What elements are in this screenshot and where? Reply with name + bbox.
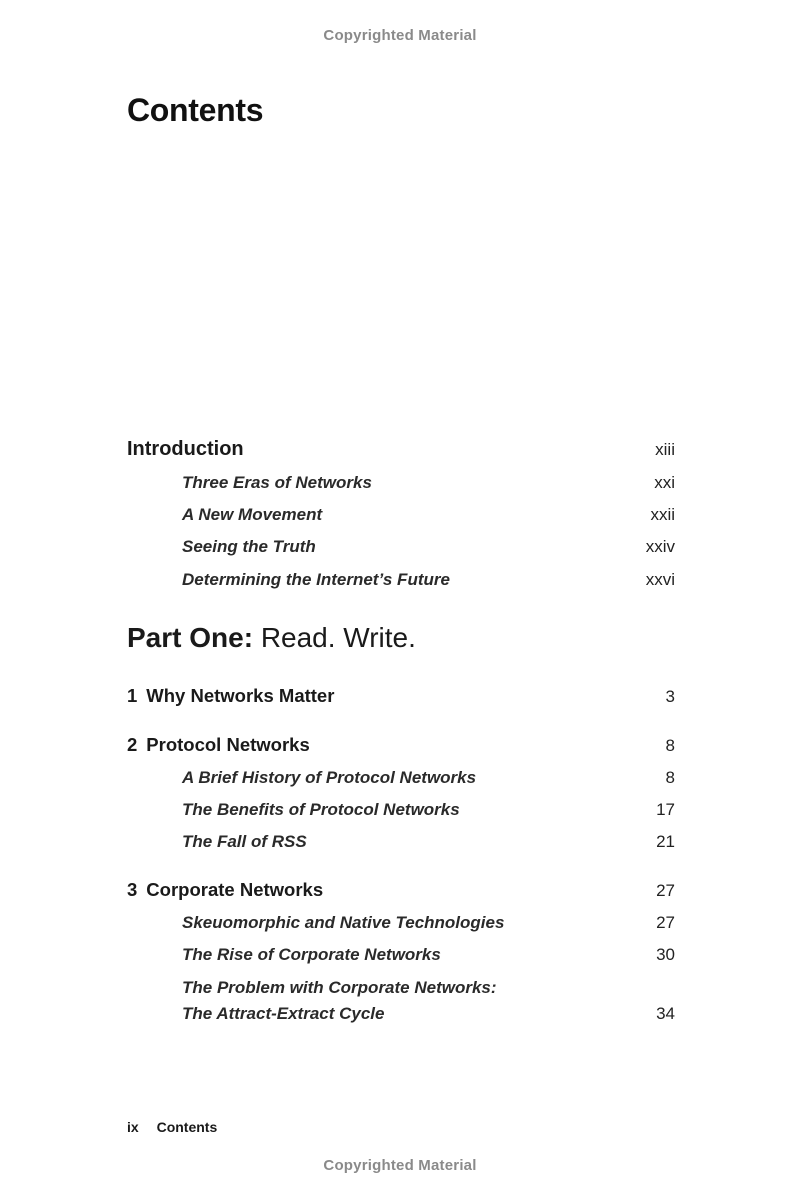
page-title: Contents — [127, 92, 264, 128]
toc-subentry-title: Determining the Internet’s Future — [182, 570, 450, 589]
toc-page-number: xxvi — [645, 570, 675, 589]
toc-subentry-title: Seeing the Truth — [182, 537, 316, 556]
toc-chapter-heading — [127, 879, 323, 901]
toc-subentry[interactable] — [182, 768, 675, 788]
toc-page-number: 17 — [656, 800, 675, 819]
toc-subentry-title-line1: The Problem with Corporate Networks: — [182, 978, 497, 997]
folio-number: ix — [127, 1119, 139, 1135]
toc-subentry-title: Skeuomorphic and Native Technologies — [182, 913, 505, 932]
toc-subentry[interactable] — [182, 832, 675, 852]
toc-subentry[interactable] — [182, 537, 675, 557]
toc-subentry-title: The Fall of RSS — [182, 832, 307, 851]
chapter-title: Protocol Networks — [146, 734, 310, 755]
toc-chapter-entry[interactable] — [127, 734, 675, 756]
copyright-watermark-bottom: Copyrighted Material — [323, 1157, 477, 1174]
toc-subentry-title: The Benefits of Protocol Networks — [182, 800, 460, 819]
toc-page-number: xxii — [650, 505, 675, 524]
toc-page-number: 8 — [665, 736, 675, 755]
toc-subentry[interactable] — [182, 913, 675, 933]
part-label: Part One: — [127, 622, 254, 653]
page-footer — [127, 1119, 217, 1135]
toc-page-number: 27 — [656, 913, 675, 932]
toc-entry-introduction[interactable] — [127, 438, 675, 461]
toc-page-number: xiii — [655, 440, 675, 459]
toc-page-number: 8 — [665, 768, 675, 787]
toc-subentry[interactable] — [182, 800, 675, 820]
toc-chapter-heading — [127, 685, 334, 707]
toc-chapter-entry[interactable] — [127, 685, 675, 707]
toc-page-number: xxi — [654, 473, 675, 492]
chapter-number: 3 — [127, 879, 138, 900]
running-head: Contents — [156, 1119, 218, 1135]
toc-subentry[interactable] — [182, 570, 675, 590]
toc-page-number: 3 — [665, 687, 675, 706]
chapter-number: 1 — [127, 685, 138, 706]
toc-page-number: 21 — [656, 832, 675, 851]
toc-subentry[interactable] — [182, 945, 675, 965]
chapter-title: Corporate Networks — [146, 879, 324, 900]
copyright-watermark-top: Copyrighted Material — [323, 27, 477, 44]
chapter-title: Why Networks Matter — [146, 685, 335, 706]
toc-subentry-title: The Rise of Corporate Networks — [182, 945, 441, 964]
toc-chapter-heading — [127, 734, 310, 756]
toc-entry-title: Introduction — [127, 438, 244, 460]
toc-subentry-title: Three Eras of Networks — [182, 473, 372, 492]
toc-chapter-entry[interactable] — [127, 879, 675, 901]
toc-subentry-title: A Brief History of Protocol Networks — [182, 768, 477, 787]
toc-subentry[interactable] — [182, 505, 675, 525]
part-title: Read. Write. — [260, 622, 416, 653]
toc-subentry-line2 — [182, 1004, 675, 1024]
toc-page-number: 34 — [656, 1004, 675, 1023]
part-heading — [127, 622, 416, 654]
toc-page-number: 27 — [656, 881, 675, 900]
chapter-number: 2 — [127, 734, 138, 755]
toc-subentry-title-line2: The Attract-Extract Cycle — [182, 1004, 385, 1023]
toc-page-number: xxiv — [645, 537, 675, 556]
toc-subentry-title: A New Movement — [182, 505, 323, 524]
toc-subentry[interactable] — [182, 473, 675, 493]
toc-page-number: 30 — [656, 945, 675, 964]
